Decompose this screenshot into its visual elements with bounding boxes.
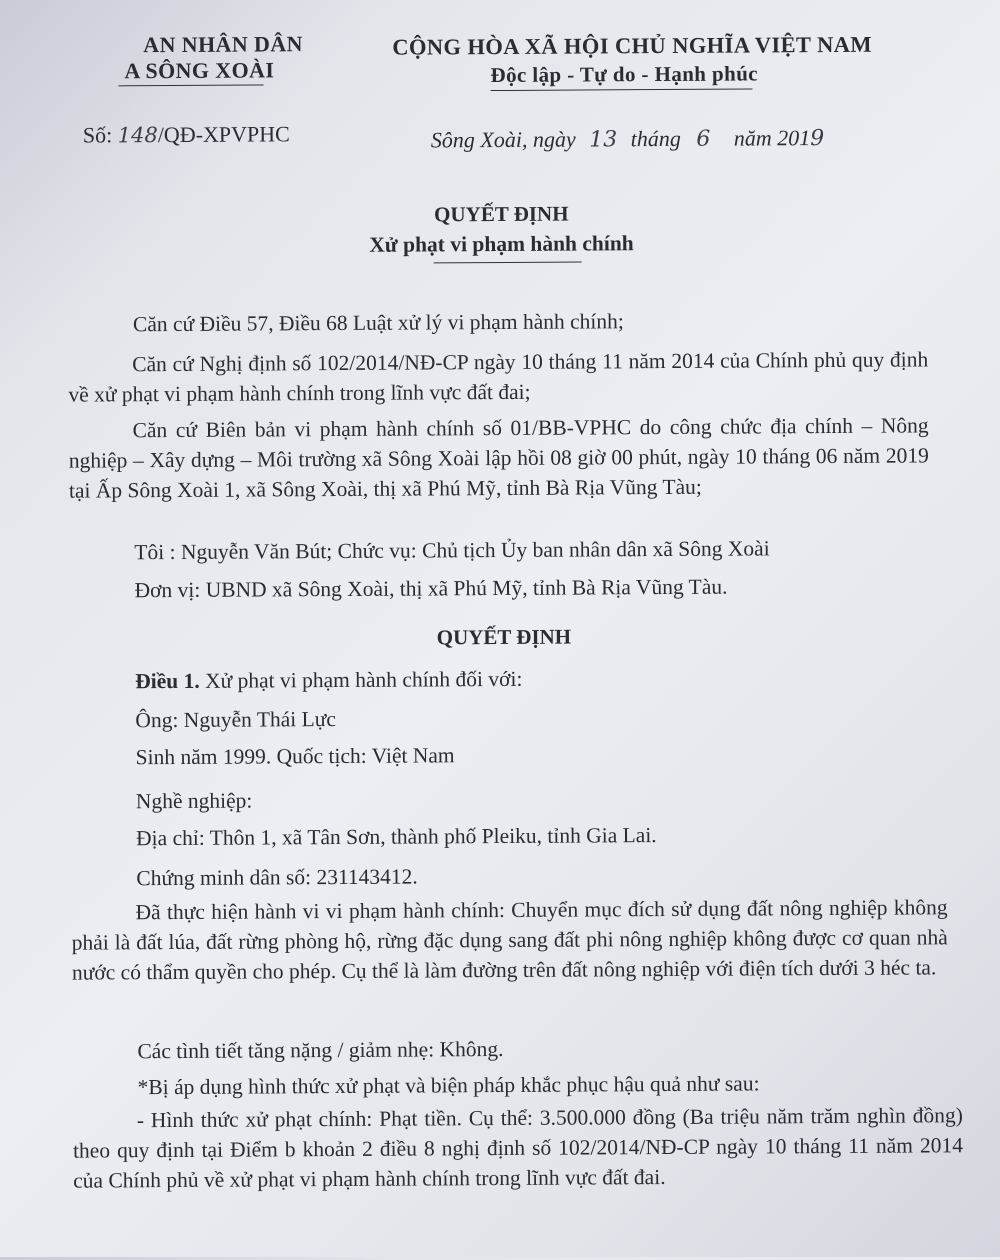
- number-handwritten: 148: [117, 123, 158, 148]
- violator-id-card: Chứng minh dân số: 231143412.: [136, 864, 418, 891]
- penalty-main: - Hình thức xử phạt chính: Phạt tiền. Cụ thể: 3.500.000 đồng (Ba triệu năm trăm nghìn đồng) theo quy định tại Điểm b khoản 2 điều 8 nghị định số 102/2014/NĐ-CP ngày 10 tháng 11 năm 2014 của Chính phủ về xử phạt vi phạm hành chính trong lĩnh vực đất đai.: [72, 1103, 964, 1193]
- violation-description: Đã thực hiện hành vi vi phạm hành chính: Chuyển mục đích sử dụng đất nông nghiệp không phải là đất lúa, đất rừng phòng hộ, rừng đặc dụng sang đất phi nông nghiệp không được cơ quan nhà nước có thẩm quyền cho phép. Cụ thể là làm đường trên đất nông nghiệp với điện tích dưới 3 héc ta.: [71, 895, 948, 985]
- issuer-unit: Đơn vị: UBND xã Sông Xoài, thị xã Phú Mỹ, tỉnh Bà Rịa Vũng Tàu.: [134, 574, 728, 603]
- date-year-digit: 9: [810, 126, 825, 152]
- article-1-text: Xử phạt vi phạm hành chính đối với:: [204, 666, 523, 693]
- circumstances: Các tình tiết tăng nặng / giảm nhẹ: Không.: [137, 1036, 504, 1064]
- subtitle-underline: [434, 262, 582, 264]
- penalty-intro: *Bị áp dụng hình thức xử phạt và biện pháp khắc phục hậu quả như sau:: [137, 1071, 760, 1100]
- date-month-label: tháng: [630, 125, 681, 152]
- article-1-label: Điều 1.: [135, 668, 200, 694]
- violator-address: Địa chỉ: Thôn 1, xã Tân Sơn, thành phố Pleiku, tỉnh Gia Lai.: [136, 823, 657, 851]
- basis-report: Căn cứ Biên bản vi phạm hành chính số 01/BB-VPHC do công chức địa chính – Nông nghiệp – Xây dựng – Môi trường xã Sông Xoài lập hồi 08 giờ 00 phút, ngày 10 tháng 06 năm 2019 tại Ấp Sông Xoài 1, xã Sông Xoài, thị xã Phú Mỹ, tỉnh Bà Rịa Vũng Tàu;: [68, 413, 929, 503]
- country-line: CỘNG HÒA XÃ HỘI CHỦ NGHĨA VIỆT NAM: [392, 31, 873, 60]
- violator-name: Ông: Nguyễn Thái Lực: [135, 707, 337, 733]
- date-month: 6: [696, 126, 711, 152]
- basis-decree: Căn cứ Nghị định số 102/2014/NĐ-CP ngày 10 tháng 11 năm 2014 của Chính phủ quy định về xử phạt vi phạm hành chính trong lĩnh vực đất đai;: [68, 347, 929, 407]
- number-suffix: /QĐ-XPVPHC: [157, 121, 290, 148]
- motto: Độc lập - Tự do - Hạnh phúc: [490, 61, 759, 88]
- number-prefix: Số:: [82, 122, 113, 148]
- date-year-label: năm 201: [733, 125, 811, 151]
- issuer-person: Tôi : Nguyễn Văn Bút; Chức vụ: Chủ tịch Ủy ban nhân dân xã Sông Xoài: [134, 536, 770, 565]
- agency-underline: [119, 84, 264, 86]
- date-place: Sông Xoài, ngày: [430, 126, 576, 153]
- motto-underline: [491, 88, 753, 91]
- article-1: [135, 664, 522, 696]
- date-day: 13: [589, 127, 618, 153]
- violator-birth: Sinh năm 1999. Quốc tịch: Việt Nam: [135, 743, 455, 770]
- agency-line-2: A SÔNG XOÀI: [124, 57, 275, 84]
- decision-number: [83, 119, 290, 150]
- document-subtitle: Xử phạt vi phạm hành chính: [369, 231, 634, 257]
- decision-heading: QUYẾT ĐỊNH: [436, 624, 572, 650]
- issue-date: [431, 123, 825, 156]
- agency-line-1: AN NHÂN DÂN: [143, 31, 303, 58]
- document-title: QUYẾT ĐỊNH: [434, 201, 569, 227]
- violator-occupation: Nghề nghiệp:: [135, 788, 253, 814]
- basis-law: Căn cứ Điều 57, Điều 68 Luật xử lý vi phạm hành chính;: [132, 309, 624, 337]
